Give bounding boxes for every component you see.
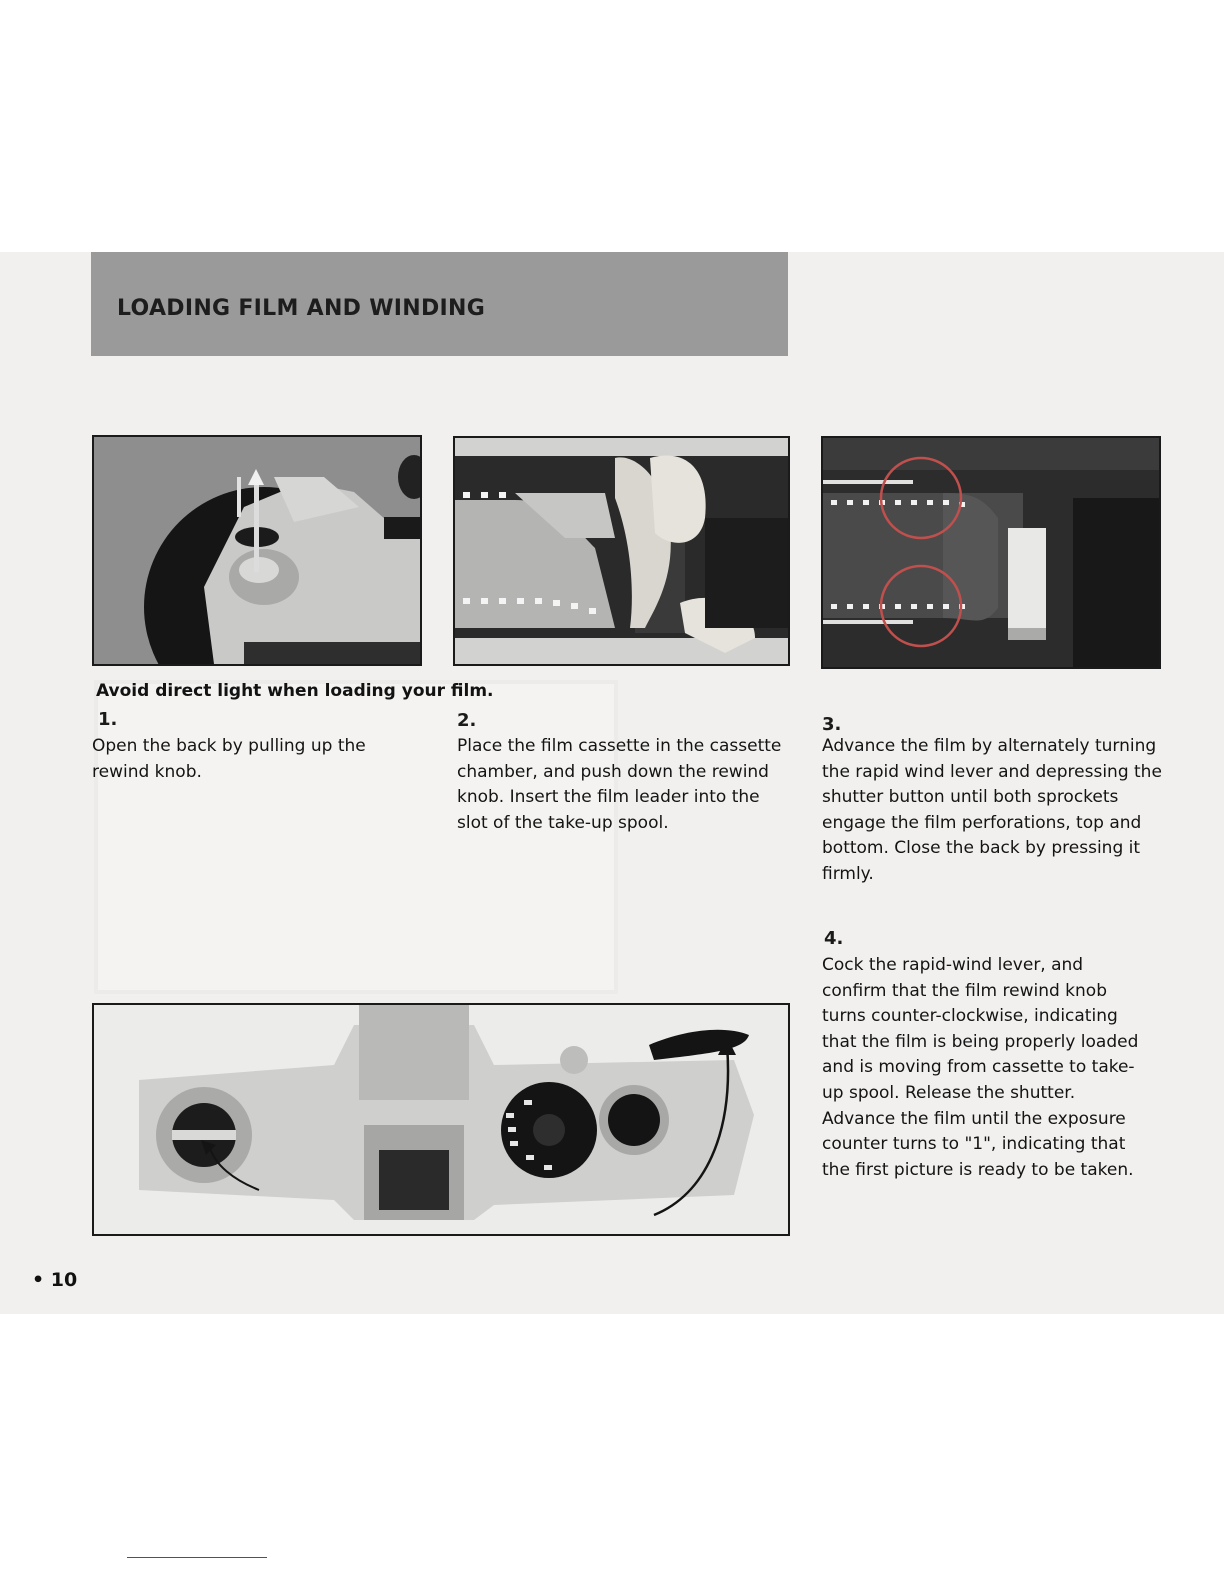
step-2-number: 2. [457, 710, 477, 731]
page-number: • 10 [32, 1269, 78, 1291]
section-title: LOADING FILM AND WINDING [117, 296, 486, 321]
step-4-text: Cock the rapid-wind lever, and confirm that the film rewind knob turns counter-clockwise, indicating that the film is being properly loaded and is moving from cassette to take-up spool. Release the shutter. Advance the film until the exposure counter turns to "1", indicating that the first picture is ready to be taken. [822, 955, 1139, 1180]
light-warning: Avoid direct light when loading your film. [96, 681, 494, 701]
bleed-through-panel [94, 680, 618, 994]
photo-camera-top-plate [92, 1003, 790, 1236]
step-1-number: 1. [98, 709, 118, 730]
footnote-rule [127, 1557, 267, 1558]
step-3-text: Advance the film by alternately turning the rapid wind lever and depressing the shutter button until both sprockets engage the film perforations, top and bottom. Close the back by pressing it firmly. [822, 736, 1162, 884]
step-3-number: 3. [822, 714, 842, 735]
photo-insert-film-cassette [453, 436, 790, 666]
photo-open-camera-back [92, 435, 422, 666]
step-1-text: Open the back by pulling up the rewind knob. [92, 736, 366, 782]
step-2-text: Place the film cassette in the cassette chamber, and push down the rewind knob. Insert the film leader into the slot of the take-up spool. [457, 736, 782, 833]
photo-sprockets-engaged [821, 436, 1161, 669]
step-4-number: 4. [824, 928, 844, 949]
